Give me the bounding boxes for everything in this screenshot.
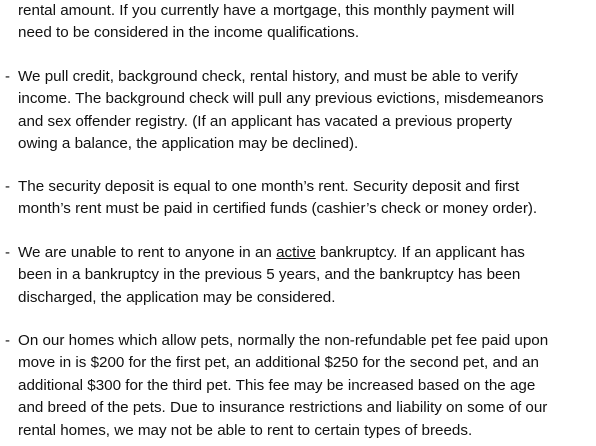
text-line: need to be considered in the income qualifications. (18, 24, 360, 42)
text-line: discharged, the application may be considered. (18, 288, 336, 306)
text-segment: bankruptcy. If an applicant has (315, 244, 525, 261)
text-line (18, 242, 588, 264)
text-line: We pull credit, background check, rental history, and must be able to verify (18, 68, 519, 85)
paragraph-security-deposit (5, 176, 588, 221)
paragraph-mortgage-continuation (18, 0, 588, 45)
text-line: rental amount. If you currently have a mortgage, this monthly payment will (18, 2, 515, 19)
text-line: move in is $200 for the first pet, an additional $250 for the second pet, and an (18, 354, 539, 372)
text-line: month’s rent must be paid in certified funds (cashier’s check or money order). (18, 200, 538, 218)
bullet-marker: - (5, 244, 10, 261)
text-line: and breed of the pets. Due to insurance restrictions and liability on some of our (18, 399, 548, 417)
text-line: been in a bankruptcy in the previous 5 years, and the bankruptcy has been (18, 266, 521, 284)
bullet-marker: - (5, 68, 10, 85)
text-segment: We are unable to rent to anyone in an (18, 244, 277, 261)
text-line: The security deposit is equal to one month’s rent. Security deposit and first (18, 178, 520, 195)
text-line: owing a balance, the application may be declined). (18, 135, 359, 153)
text-line: On our homes which allow pets, normally the non-refundable pet fee paid upon (18, 332, 549, 349)
paragraph-bankruptcy (5, 242, 588, 309)
text-line: rental homes, we may not be able to rent to certain types of breeds. (18, 421, 473, 439)
paragraph-credit-background-check (5, 66, 588, 156)
bullet-marker: - (5, 178, 10, 195)
underlined-word-active: active (276, 244, 316, 261)
paragraph-pet-fees (5, 330, 588, 442)
bullet-marker: - (5, 332, 10, 349)
text-line: additional $300 for the third pet. This fee may be increased based on the age (18, 376, 536, 394)
text-line: income. The background check will pull any previous evictions, misdemeanors (18, 90, 544, 108)
text-line: and sex offender registry. (If an applicant has vacated a previous property (18, 112, 513, 130)
